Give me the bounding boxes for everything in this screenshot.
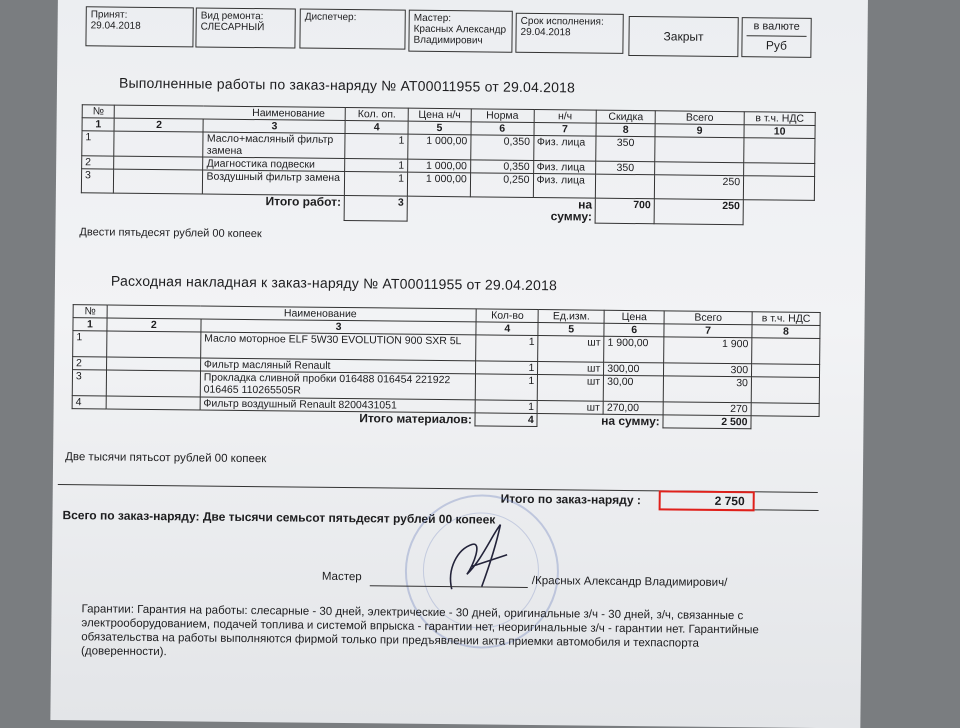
colnum: 9 <box>655 124 744 138</box>
colnum: 6 <box>471 122 534 136</box>
works-sum-total: 250 <box>654 199 743 224</box>
cell-name: Фильтр воздушный Renault 8200431051 <box>200 397 476 413</box>
repair-type-box <box>195 7 295 48</box>
divider <box>755 509 819 511</box>
colnum: 2 <box>114 118 203 132</box>
colnum: 6 <box>604 323 664 337</box>
cell-unit: шт <box>537 401 603 415</box>
cell-nh: Физ. лица <box>533 173 596 198</box>
works-header-discount: Скидка <box>596 110 655 124</box>
cell-vat <box>744 138 815 164</box>
cell-name: Масло моторное ELF 5W30 EVOLUTION 900 SXR 5L <box>200 332 476 361</box>
cell-nh: Физ. лица <box>533 160 596 174</box>
cell-blank <box>114 131 203 157</box>
cell-ops: 1 <box>345 159 408 173</box>
materials-header-price: Цена <box>604 310 664 324</box>
deadline-label: Срок исполнения: <box>520 15 604 28</box>
cell-unit: шт <box>538 336 604 363</box>
cell-total <box>655 137 744 163</box>
cell-discount: 350 <box>596 161 655 175</box>
cell-num: 2 <box>82 156 115 169</box>
cell-nh: Физ. лица <box>533 135 596 161</box>
colnum: 5 <box>538 323 604 337</box>
cell-qty: 1 <box>476 361 538 375</box>
master-label: Мастер: <box>413 12 452 25</box>
guarantee-text: Гарантии: Гарантия на работы: слесарные - 30 дней, электрические - 30 дней, оригинальные з/ч - 30 дней, з/ч, связанные с электрооборудованием, подачей топлива и системой впрыска - гарантии нет, неоригинальные з/ч - гарантии нет. Гарантийные обязательства на работы выполняются фирмой только при предъявлении акта приемки автомобиля и техпаспорта (доверенности). <box>81 603 759 659</box>
cell-price: 30,00 <box>603 375 663 402</box>
cell-norm: 0,350 <box>470 160 533 174</box>
cell-norm: 0,250 <box>470 173 533 198</box>
master-box <box>408 10 512 53</box>
cell-ops: 1 <box>345 172 408 197</box>
cell-blank <box>106 370 200 397</box>
dispatcher-box <box>299 9 405 50</box>
cell-num: 2 <box>73 357 107 370</box>
works-header-nh: н/ч <box>534 109 597 123</box>
materials-table <box>71 304 820 430</box>
cell-ops: 1 <box>345 134 408 160</box>
works-total-count: 3 <box>344 196 407 221</box>
works-in-words: Двести пятьдесят рублей 00 копеек <box>79 226 262 241</box>
cell-vat <box>751 403 819 417</box>
currency-value: Руб <box>746 35 806 53</box>
cell-price: 300,00 <box>604 362 664 376</box>
cell-blank <box>106 357 200 371</box>
colnum: 4 <box>345 121 408 135</box>
colnum: 7 <box>534 122 597 136</box>
colnum: 4 <box>476 322 538 336</box>
received-label: Принят: <box>90 9 128 21</box>
status-box: Закрыт <box>628 16 738 57</box>
cell-vat <box>751 377 819 404</box>
received-box <box>85 6 193 47</box>
colnum: 3 <box>204 119 346 133</box>
materials-header-name: Наименование <box>107 305 477 322</box>
order-total-in-words: Всего по заказ-наряду: Две тысячи семьсот пятьдесят рублей 00 копеек <box>62 508 496 527</box>
cell-total: 30 <box>663 376 751 403</box>
master-sign-name: /Красных Александр Владимирович/ <box>531 574 728 590</box>
cell-qty: 1 <box>476 374 538 401</box>
currency-box <box>741 17 811 58</box>
cell-vat <box>744 163 815 177</box>
colnum: 1 <box>73 318 107 331</box>
materials-sum-label: на сумму: <box>601 413 660 429</box>
cell-num: 1 <box>73 331 107 357</box>
materials-header-num: № <box>73 305 107 318</box>
works-header-vat: в т.ч. НДС <box>744 112 815 126</box>
cell-price: 1 000,00 <box>408 159 471 173</box>
cell-discount: 350 <box>596 136 655 162</box>
materials-sum-total: 2 500 <box>663 415 751 429</box>
repair-type-value: СЛЕСАРНЫЙ <box>200 21 265 34</box>
cell-blank <box>107 331 201 358</box>
materials-header-vat: в т.ч. НДС <box>752 312 820 326</box>
dispatcher-label: Диспетчер: <box>304 11 357 24</box>
cell-name: Прокладка сливной пробки 016488 016454 221922 016465 110265505R <box>200 371 476 400</box>
order-total-label: Итого по заказ-наряду : <box>500 491 641 508</box>
colnum: 8 <box>596 123 655 137</box>
works-header-num: № <box>82 105 115 118</box>
colnum: 7 <box>664 324 752 338</box>
materials-total-count: 4 <box>475 413 537 427</box>
master-value: Красных Александр Владимирович <box>413 23 507 47</box>
works-header-name: Наименование <box>115 105 346 120</box>
cell-name: Масло+масляный фильтр замена <box>203 132 345 158</box>
works-table <box>81 104 816 225</box>
cell-unit: шт <box>538 362 604 376</box>
cell-unit: шт <box>538 375 604 402</box>
works-header-norm: Норма <box>471 109 534 123</box>
cell-price: 1 000,00 <box>408 134 471 160</box>
materials-header-unit: Ед.изм. <box>538 310 604 324</box>
materials-header-total: Всего <box>664 311 752 325</box>
colnum: 2 <box>107 318 201 332</box>
colnum: 1 <box>82 118 115 131</box>
works-sum-label: на сумму: <box>550 197 593 224</box>
colnum: 8 <box>752 325 820 339</box>
cell-price: 270,00 <box>603 401 663 415</box>
cell-price: 1 900,00 <box>604 336 664 363</box>
repair-type-label: Вид ремонта: <box>200 10 264 23</box>
works-title: Выполненные работы по заказ-наряду № АТ00011955 от 29.04.2018 <box>118 74 576 96</box>
cell-num: 3 <box>81 169 114 193</box>
cell-norm: 0,350 <box>470 135 533 161</box>
colnum: 3 <box>201 319 477 335</box>
materials-total-label: Итого материалов: <box>359 411 472 427</box>
cell-blank <box>106 396 200 410</box>
materials-in-words: Две тысячи пятьсот рублей 00 копеек <box>65 451 267 466</box>
deadline-value: 29.04.2018 <box>520 26 571 39</box>
cell-name: Воздушный фильтр замена <box>203 170 345 195</box>
materials-header-qty: Кол-во <box>476 309 538 323</box>
works-total-label: Итого работ: <box>265 194 342 209</box>
cell-blank <box>114 156 203 170</box>
materials-title: Расходная накладная к заказ-наряду № АТ00011955 от 29.04.2018 <box>110 272 558 294</box>
colnum: 10 <box>744 125 815 139</box>
currency-label: в валюте <box>753 20 800 33</box>
received-value: 29.04.2018 <box>90 20 141 32</box>
cell-num: 4 <box>72 396 106 409</box>
cell-total: 250 <box>654 175 743 200</box>
master-signature <box>412 514 533 605</box>
cell-price: 1 000,00 <box>407 172 470 197</box>
cell-name: Фильтр масляный Renault <box>200 358 476 374</box>
cell-total: 300 <box>664 363 752 377</box>
cell-num: 1 <box>82 131 115 156</box>
cell-total <box>655 162 744 176</box>
works-header-price: Цена н/ч <box>408 108 471 122</box>
works-header-ops: Кол. оп. <box>345 108 408 122</box>
cell-num: 3 <box>72 370 106 396</box>
cell-vat <box>752 338 820 365</box>
order-total-value: 2 750 <box>659 490 755 511</box>
cell-qty: 1 <box>476 335 538 362</box>
cell-name: Диагностика подвески <box>203 157 345 171</box>
cell-blank <box>114 169 203 194</box>
works-header-total: Всего <box>655 111 744 125</box>
cell-vat <box>743 176 814 201</box>
cell-vat <box>752 364 820 378</box>
work-order-document <box>50 0 868 728</box>
deadline-box <box>515 13 623 54</box>
colnum: 5 <box>408 121 471 135</box>
cell-discount <box>596 174 655 199</box>
cell-total: 270 <box>663 402 751 416</box>
works-sum-discount: 700 <box>595 198 654 223</box>
cell-qty: 1 <box>475 400 537 414</box>
cell-total: 1 900 <box>664 337 752 364</box>
master-sign-label: Мастер <box>321 570 362 584</box>
